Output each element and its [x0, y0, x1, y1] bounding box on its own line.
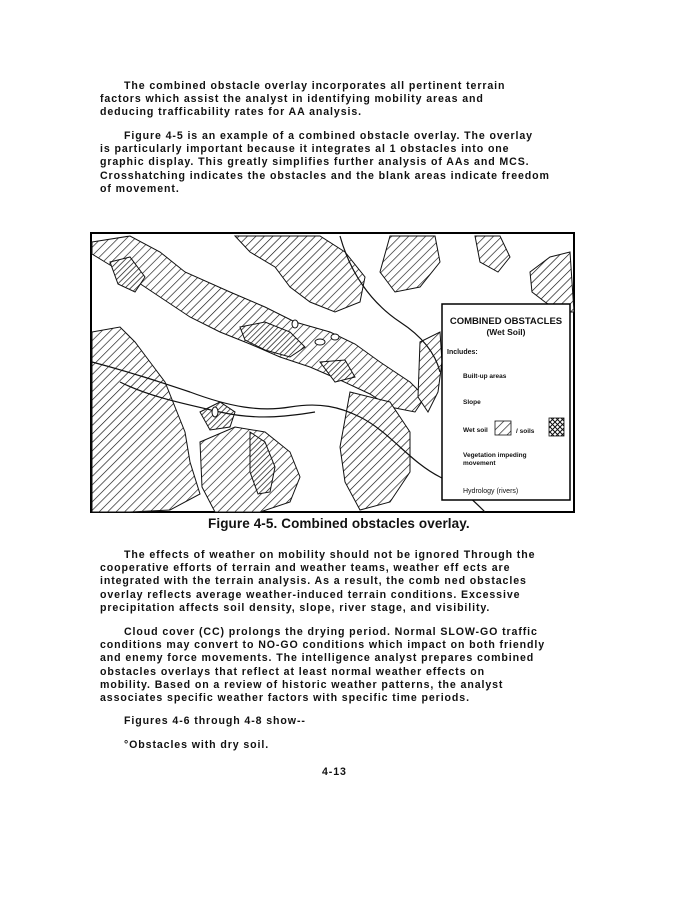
map-island — [212, 407, 218, 417]
legend-item-vegetation: Vegetation impeding — [463, 452, 527, 459]
legend-item-wet-soil: Wet soil — [463, 427, 488, 434]
text-line: cooperative efforts of terrain and weather teams, weather eff ects are — [100, 562, 511, 575]
map-island — [331, 334, 339, 340]
text-line: graphic display. This greatly simplifies further analysis of AAs and MCS. — [100, 156, 530, 169]
figure-caption: Figure 4-5. Combined obstacles overlay. — [208, 516, 470, 531]
text-line: obstacles overlays that reflect at least normal weather effects on — [100, 665, 485, 678]
text-line: conditions may convert to NO-GO conditions which impact on both friendly — [100, 639, 546, 652]
legend-item-soils: / soils — [516, 428, 535, 435]
paragraph-dry-soil — [100, 739, 566, 752]
paragraph-weather-effects — [100, 549, 566, 615]
legend-subtitle: (Wet Soil) — [486, 327, 526, 337]
text-line: overlay reflects average weather-induced terrain conditions. Excessive — [100, 588, 521, 601]
text-line: of movement. — [100, 182, 180, 195]
text-line: °Obstacles with dry soil. — [124, 739, 270, 751]
legend-swatch-wet-soil — [495, 421, 511, 435]
text-line: factors which assist the analyst in identifying mobility areas and — [100, 93, 484, 106]
text-line: Crosshatching indicates the obstacles and the blank areas indicate freedom — [100, 169, 550, 182]
legend-title: COMBINED OBSTACLES — [449, 316, 563, 327]
legend-item-hydrology: Hydrology (rivers) — [463, 488, 519, 495]
paragraph-combined-overlay — [100, 80, 566, 120]
combined-obstacles-map — [90, 232, 575, 514]
map-island — [315, 339, 325, 345]
text-line: integrated with the terrain analysis. As a result, the comb ned obstacles — [100, 575, 527, 588]
text-line: associates specific weather factors with specific time periods. — [100, 692, 470, 705]
paragraph-figures-list — [100, 715, 566, 728]
paragraph-cloud-cover — [100, 626, 566, 705]
legend-item-slope: Slope — [463, 399, 481, 406]
text-line: Cloud cover (CC) prolongs the drying period. Normal SLOW-GO traffic — [124, 626, 538, 638]
text-line: mobility. Based on a review of historic weather patterns, the analyst — [100, 678, 504, 691]
text-line: Figure 4-5 is an example of a combined obstacle overlay. The overlay — [124, 130, 533, 142]
text-line: The combined obstacle overlay incorporates all pertinent terrain — [124, 80, 506, 92]
text-line: deducing trafficability rates for AA analysis. — [100, 106, 362, 119]
text-line: precipitation affects soil density, slope, river stage, and visibility. — [100, 601, 491, 614]
legend-item-built-up: Built-up areas — [463, 373, 507, 380]
text-line: is particularly important because it integrates al 1 obstacles into one — [100, 143, 510, 156]
legend-includes-label: Includes: — [447, 349, 478, 356]
paragraph-figure-description — [100, 130, 566, 196]
legend-swatch-soils — [549, 418, 564, 436]
map-legend — [442, 304, 570, 500]
text-line: The effects of weather on mobility should not be ignored Through the — [124, 549, 536, 561]
text-line: and enemy force movements. The intelligence analyst prepares combined — [100, 652, 535, 665]
text-line: Figures 4-6 through 4-8 show-- — [124, 715, 306, 727]
map-island — [292, 320, 298, 328]
page-number: 4-13 — [322, 766, 347, 778]
legend-item-vegetation-2: movement — [463, 460, 496, 467]
